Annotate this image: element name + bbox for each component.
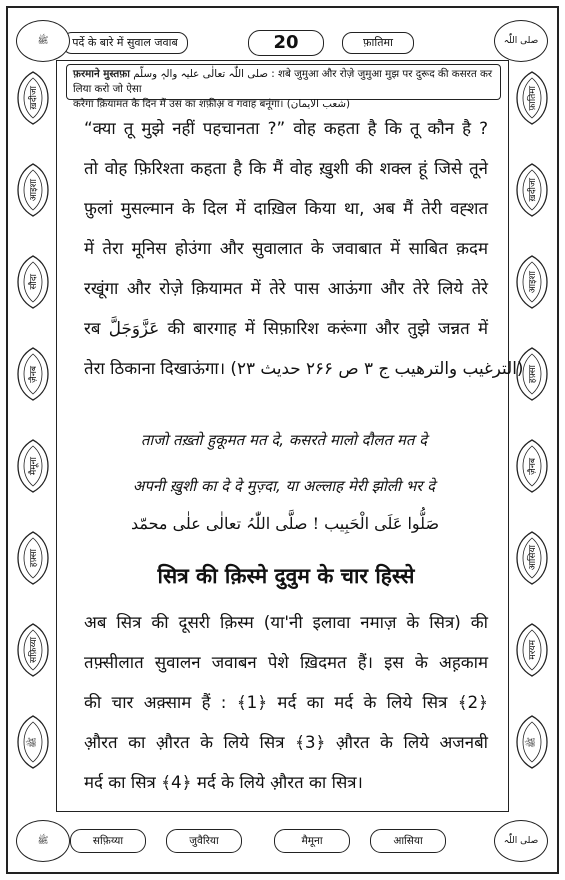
body-line: में तेरा मूनिस होउंगा और सुवालात के जवाबात में साबित क़दम	[84, 238, 488, 258]
body-line-citation: तेरा ठिकाना दिखाऊंगा। (الترغیب والترھیب ج ۳ ص ۲۶۶ حدیث ۲۳)	[84, 358, 524, 378]
corner-badge-bottom-left: ﷺ	[16, 820, 70, 862]
side-ornament-label: ज़ैनब	[527, 457, 538, 475]
footer-tab-3: मैमूना	[274, 829, 350, 853]
footer-tab-1: सफ़िय्या	[70, 829, 146, 853]
side-ornament-label: आइशा	[527, 270, 538, 294]
body-line: “क्या तू मुझे नहीं पहचानता ?” वोह कहता है कि तू कौन है ?	[84, 118, 488, 138]
side-ornament-label: सफ़िय्या	[28, 637, 39, 663]
para-line: अब सित्र की दूसरी क़िस्म (या'नी इलावा नमाज़ के सित्र) की	[84, 612, 488, 632]
para-line: तफ़्सीलात सुवालन जवाबन पेशे ख़िदमत हैं। इस के अह़काम	[84, 652, 488, 672]
side-ornament	[14, 162, 52, 218]
side-ornament-label: ख़दीजा	[28, 86, 39, 110]
para-line: औ़रत का औ़रत के लिये सित्र ﴾3﴿ औ़रत के लिये अजनबी	[84, 732, 488, 752]
side-ornament	[513, 530, 551, 586]
corner-badge-top-right: صلی اللّٰہ	[494, 20, 548, 62]
poem-line-1: ताजो तख़्तो हुकूमत मत दे, कसरते मालो दौलत मत दे	[140, 431, 428, 449]
paragraph	[84, 602, 488, 802]
side-ornament-label: सौदा	[28, 274, 39, 290]
side-ornament	[513, 714, 551, 770]
hadith-label: फ़रमाने मुस्तफ़ा	[73, 68, 130, 80]
salawat-line: صَلُّوا عَلَی الْحَبِیب ! صلَّی اللّٰہُ تعالٰی علٰی محمّد	[130, 514, 440, 533]
hadith-arabic: صلی اللّٰہ تعالٰی علیہ والہٖ وسلّم	[133, 68, 268, 80]
footer-tab-2: जुवैरिया	[166, 829, 242, 853]
side-ornament	[14, 254, 52, 310]
footer-tab-4: आसिया	[370, 829, 446, 853]
side-ornament	[513, 254, 551, 310]
side-ornament	[513, 438, 551, 494]
para-line: मर्द का सित्र ﴾4﴿ मर्द के लिये औ़रत का सित्र।	[84, 772, 363, 792]
side-ornament-label: फ़ातिमा	[527, 85, 538, 111]
book-title-tab: पर्दे के बारे में सुवाल जवाब	[62, 32, 188, 54]
side-ornament-label: हफ़्सा	[28, 548, 39, 568]
side-ornament-label: हफ़्सा	[527, 364, 538, 384]
side-ornament	[14, 714, 52, 770]
body-line: रखूंगा और रोज़े क़ियामत में तेरे पास आऊंगा और तेरे लिये तेरे	[84, 278, 488, 298]
hadith-line-2: करेगा क़ियामत के दिन मैं उस का शफ़ीअ़ व गवाह बनूंगा। (شعب الایمان)	[73, 98, 351, 110]
page-header	[12, 30, 553, 58]
side-ornament-label: ﷺ	[527, 736, 537, 748]
side-ornament	[14, 622, 52, 678]
side-ornament	[14, 530, 52, 586]
name-tab-right: फ़ातिमा	[342, 32, 414, 54]
side-ornament-label: आसिया	[527, 545, 538, 571]
side-ornament	[14, 70, 52, 126]
page-footer	[12, 826, 553, 856]
side-ornament-label: ﷺ	[28, 736, 38, 748]
hadith-line-1	[73, 67, 494, 97]
poem-line-2: अपनी ख़ुशी का दे दे मुज़्दा, या अल्लाह मेरी झोली भर दे	[132, 477, 436, 495]
side-ornament	[14, 438, 52, 494]
para-line: की चार अक़्साम हैं : ﴾1﴿ मर्द का मर्द के लिये सित्र ﴾2﴿	[84, 692, 488, 712]
side-ornament-label: ख़दीजा	[527, 178, 538, 202]
side-ornament-label: ज़ैनब	[28, 365, 39, 383]
corner-badge-bottom-right: صلی اللّٰہ	[494, 820, 548, 862]
body-line: रब عَزَّوَجَلَّ की बारगाह में सिफ़ारिश करूंगा और तुझे जन्नत में	[84, 318, 489, 338]
hadith-text-1: : शबे जुमुआ और रोज़े जुमुआ मुझ पर दुरूद की कसरत कर लिया करो जो ऐसा	[73, 68, 493, 95]
side-ornament-label: आइशा	[28, 178, 39, 202]
side-ornament	[513, 70, 551, 126]
page-number: 20	[248, 30, 324, 56]
corner-badge-top-left: ﷺ	[16, 20, 70, 62]
hadith-box	[66, 64, 501, 110]
body-line: तो वोह फ़िरिश्ता कहता है कि मैं वोह ख़ुशी की शक्ल हूं जिसे तूने	[84, 158, 488, 178]
section-heading: सित्र की क़िस्मे दुवुम के चार हिस्से	[157, 564, 415, 588]
side-ornament	[14, 346, 52, 402]
side-ornament	[513, 162, 551, 218]
side-ornament-label: मरयम	[527, 640, 538, 660]
side-ornament-label: मैमूना	[28, 456, 39, 476]
side-ornament	[513, 622, 551, 678]
body-text	[84, 108, 524, 388]
body-line: फ़ुलां मुसल्मान के दिल में दाख़िल किया था, अब मैं तेरी वह्शत	[84, 198, 488, 218]
